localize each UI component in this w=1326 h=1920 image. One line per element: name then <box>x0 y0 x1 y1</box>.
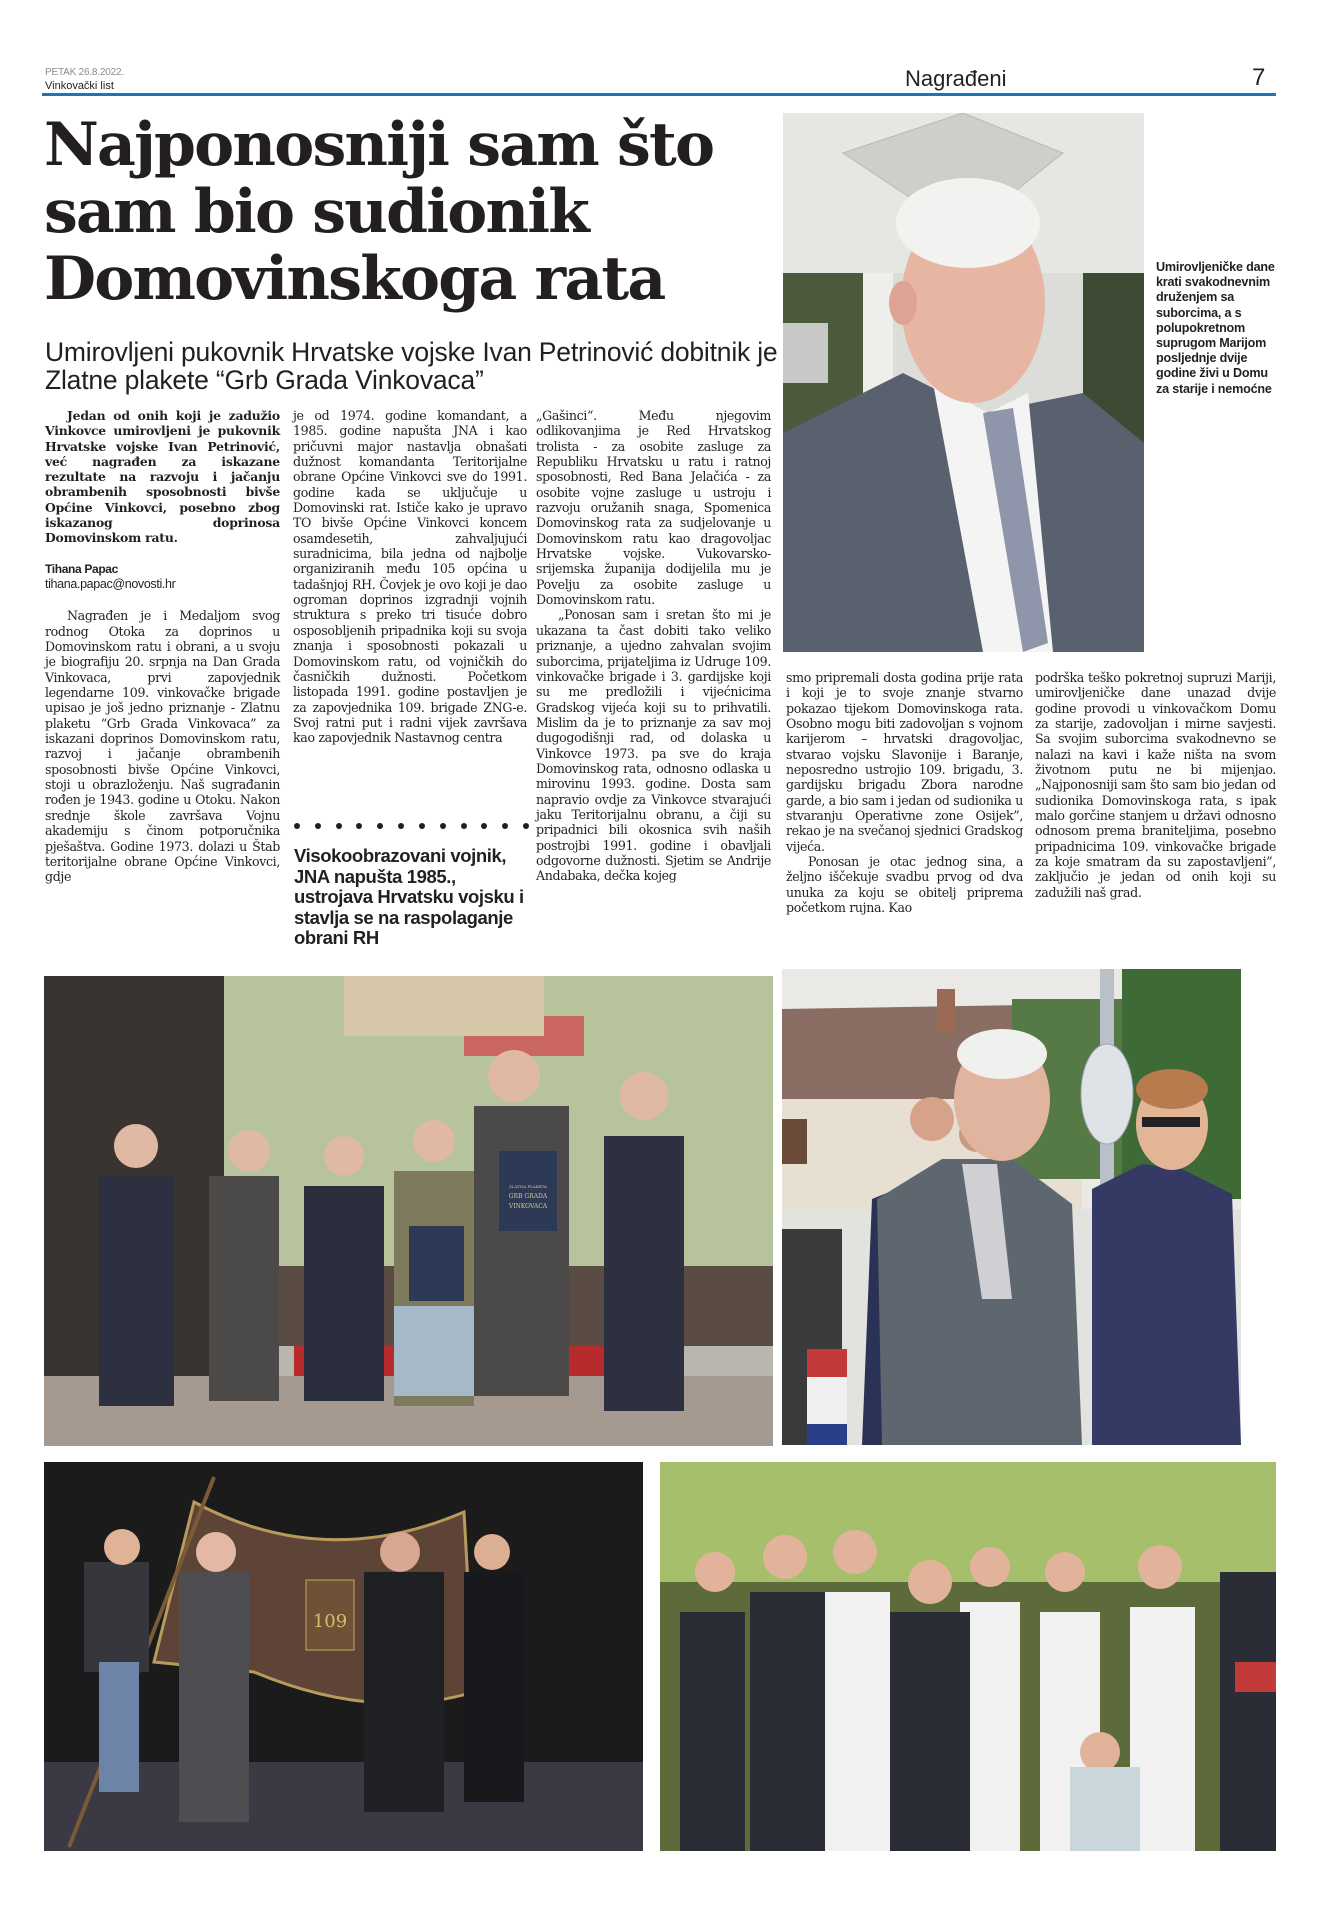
street-photo <box>782 969 1241 1445</box>
award-folder-text: GRB GRADA <box>508 1193 548 1200</box>
award-folder-text: VINKOVACA <box>508 1203 548 1210</box>
newspaper-name: Vinkovački list <box>45 80 114 92</box>
article-column-1 <box>45 408 280 885</box>
article-column-3 <box>536 408 771 884</box>
deck: Umirovljeni pukovnik Hrvatske vojske Ivan Petrinović dobitnik je Zlatne plakete “Grb Grada Vinkovaca” <box>45 337 778 395</box>
lead-paragraph: Jedan od onih koji je zadužio Vinkovce umirovljeni je pukovnik Hrvatske vojske Ivan Petrinović, već nagrađen za iskazane rezultate na razvoju i jačanju obrambenih sposobnosti bivše Općine Vinkovci, posebno zbog iskazanog doprinosa Domovinskom ratu. <box>45 408 280 546</box>
banner-number: 109 <box>312 1611 348 1632</box>
section-title: Nagrađeni <box>905 66 1007 91</box>
veterans-group-photo <box>660 1462 1276 1851</box>
photo-caption: Umirovljeničke dane krati svakodnevnim druženjem sa suborcima, a s polupokretnom suprugom Marijom posljednje dvije godine živi u Domu za starije i nemoćne <box>1156 260 1275 396</box>
body-paragraph: „Gašinci“. Među njegovim odlikovanjima je Red Hrvatskog trolista - za osobite zasluge za Republiku Hrvatsku u ratu i ratnoj sposobnosti, Red Bana Jelačića - za osobite vojne zasluge u ustroju i razvoju oružanih snaga, Spomenica Domovinskog rata za sudjelovanje u Domovinskom ratu kao dragovoljac Hrvatske vojske. Vukovarsko-srijemska županija dodijelila mu je Povelju za osobite zasluge u Domovinskom ratu. <box>536 408 771 608</box>
issue-date: PETAK 26.8.2022. <box>45 67 124 78</box>
body-paragraph: „Ponosan sam i sretan što mi je ukazana ta čast dobiti tako veliko priznanje, a ujedno zahvalan svojim suborcima, prijateljima iz Udruge 109. vinkovačke brigade i 3. gardijske koji su me predložili i vijećnicima Gradskog vijeća koji su to prihvatili. Mislim da je to priznanje za sav moj dugogodišnji rad, od dolaska u Vinkovce 1973. pa sve do kraja Domovinskog rata, odnosno odlaska u mirovinu 1993. godine. Dosta sam napravio ovdje za Vinkovce stvarajući jaku Teritorijalnu obranu, a čiji su pripadnici bili okosnica svih naših postrojbi 1991. godine i obavljali odgovorne dužnosti. Sjetim se Andrije Andabaka, dečka kojeg <box>536 607 771 884</box>
portrait-photo <box>783 113 1144 652</box>
headline: Najponosniji sam što sam bio sudionik Domovinskoga rata <box>44 110 714 314</box>
body-paragraph: Ponosan je otac jednog sina, a željno iščekuje svadbu prvog od dva unuka za koju se obitelj priprema početkom rujna. Kao <box>786 854 1023 916</box>
award-folder-text: ZLATNA PLAKETA <box>509 1184 547 1189</box>
header-rule <box>42 93 1276 96</box>
author-email[interactable]: tihana.papac@novosti.hr <box>45 577 176 592</box>
body-paragraph: podrška teško pokretnoj supruzi Mariji, umirovljeničke dane unazad dvije godine provodi u vinkovačkom Domu za starije, zadovoljan i mirne savjesti. Sa svojim suborcima svakodnevno se nalazi na kavi i kaže ništa na svom životnom putu ne bi mijenjao. „Najponosniji sam što sam bio jedan od sudionika Domovinskoga rata, s ipak malo gorčine stanjem u državi odnosno odnosom prema braniteljima, posebno pripadnicima 109. vinkovačke brigade za koje smatram da su zapostavljeni”, zaključio je jedan od onih koji su zadužili naš grad. <box>1035 670 1276 900</box>
brigade-flag-photo <box>44 1462 643 1851</box>
article-column-5 <box>1035 670 1276 900</box>
body-paragraph: smo pripremali dosta godina prije rata i koji je to svoje znanje stvarno pokazao tijekom Domovinskoga rata. Osobno mogu biti zadovoljan s vojnom karijerom – hrvatski dragovoljac, stvarao vojsku Slavonije i Baranje, neposredno ustrojio 109. brigadu, 3. gardijsku brigadu Zbora narodne garde, a bio sam i jedan od sudionika u stvaranju Operativne zone Osijek”, rekao je na svečanoj sjednici Gradskog vijeća. <box>786 670 1023 854</box>
body-paragraph: je od 1974. godine komandant, a 1985. godine napušta JNA i kao pričuvni major nastavlja obnašati dužnost komandanta Teritorijalne obrane Općine Vinkovci sve do 1991. godine kada se uključuje u Domovinski rat. Ističe kako je upravo TO bivše Općine Vinkovci koncem osamdesetih, zahvaljujući suradnicima, bila jedna od najbolje organiziranih među 105 općina u tadašnjoj RH. Čovjek je ovo koji je dao ogroman doprinos izgradnji vojnih struktura s preko tri tisuće dobro osposobljenih pripadnika koji su svoja znanja i sposobnosti pokazali u Domovinskom ratu, od vojničkih do časničkih dužnosti. Početkom listopada 1991. godine postavljen je za zapovjednika 109. brigade ZNG-e. Svoj ratni put i radni vijek završava kao zapovjednik Nastavnog centra <box>293 408 527 746</box>
subheading: Visokoobrazovani vojnik, JNA napušta 1985., ustrojava Hrvatsku vojsku i stavlja se na raspolaganje obrani RH <box>294 845 524 948</box>
article-column-2 <box>293 408 527 746</box>
award-ceremony-photo <box>44 976 773 1446</box>
article-column-4 <box>786 670 1023 916</box>
page-number: 7 <box>1252 64 1266 91</box>
body-paragraph: Nagrađen je i Medaljom svog rodnog Otoka za doprinos u Domovinskom ratu i obrani, a u svoju je biografiju 20. srpnja na Dan Grada Vinkovaca, prvi zapovjednik legendarne 109. vinkovačke brigade upisao je još jedno priznanje - Zlatnu plaketu “Grb Grada Vinkovaca” za iskazani doprinos Domovinskom ratu, razvoj i jačanje obrambenih sposobnosti bivše Općine Vinkovci, stoji u obrazloženju. Naš sugrađanin rođen je 1943. godine u Otoku. Nakon srednje škole završava Vojnu akademiju s činom potporučnika pješaštva. Godine 1973. dolazi u Štab teritorijalne obrane Općine Vinkovci, gdje <box>45 608 280 885</box>
dotted-divider <box>294 823 529 831</box>
author-name: Tihana Papac <box>45 561 118 576</box>
